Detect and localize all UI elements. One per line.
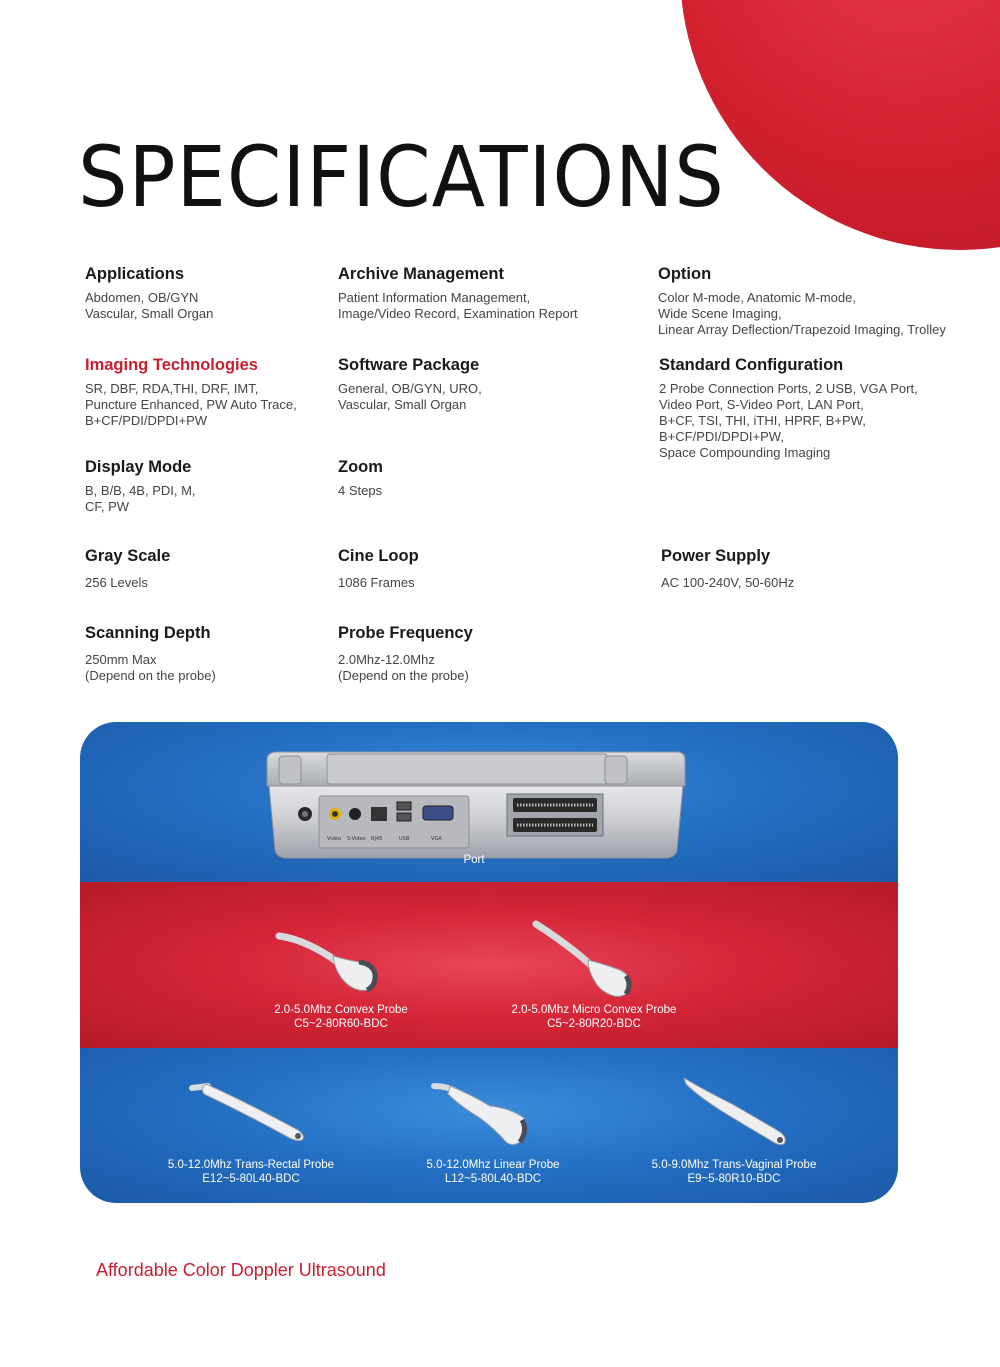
spec-heading: Zoom — [338, 458, 383, 476]
probe-model: C5~2-80R60-BDC — [294, 1018, 388, 1030]
spec-line: B+CF/PDI/DPDI+PW — [85, 413, 208, 428]
spec-line: 2.0Mhz-12.0Mhz — [338, 652, 435, 667]
spec-line: CF, PW — [85, 499, 130, 514]
probe-name: 2.0-5.0Mhz Micro Convex Probe — [511, 1004, 677, 1016]
spec-value — [658, 290, 958, 338]
spec-line: Abdomen, OB/GYN — [85, 290, 199, 305]
spec-line: (Depend on the probe) — [85, 668, 216, 683]
spec-probe-frequency — [338, 624, 638, 684]
spec-line: B, B/B, 4B, PDI, M, — [85, 483, 196, 498]
spec-heading: Option — [658, 265, 712, 283]
probe-caption — [231, 1003, 451, 1031]
spec-heading: Applications — [85, 265, 185, 283]
spec-line: 250mm Max — [85, 652, 157, 667]
spec-value — [338, 290, 638, 322]
ultrasound-device-rear-image — [265, 750, 687, 860]
probe-caption — [484, 1003, 704, 1031]
spec-line: 1086 Frames — [338, 575, 415, 590]
spec-heading: Scanning Depth — [85, 624, 211, 642]
linear-probe-image — [430, 1078, 540, 1158]
probe-name: 5.0-12.0Mhz Trans-Rectal Probe — [167, 1159, 335, 1171]
spec-line: SR, DBF, RDA,THI, DRF, IMT, — [85, 381, 259, 396]
port-sub-label: S-Video — [347, 836, 366, 842]
spec-value — [338, 652, 638, 684]
spec-zoom — [338, 458, 638, 499]
trans-vaginal-probe-image — [680, 1070, 800, 1150]
spec-line: Wide Scene Imaging, — [658, 306, 782, 321]
port-sub-label: Video — [327, 836, 342, 842]
probe-model: C5~2-80R20-BDC — [547, 1018, 641, 1030]
port-band — [80, 722, 898, 882]
spec-option — [658, 265, 958, 338]
spec-heading: Power Supply — [661, 547, 771, 565]
spec-cine-loop — [338, 547, 638, 591]
spec-line: Puncture Enhanced, PW Auto Trace, — [85, 397, 297, 412]
spec-line: Patient Information Management, — [338, 290, 531, 305]
spec-heading: Imaging Technologies — [85, 356, 258, 374]
spec-line: Vascular, Small Organ — [85, 306, 214, 321]
probe-model: E9~5-80R10-BDC — [687, 1173, 781, 1185]
spec-standard-configuration — [659, 356, 959, 461]
product-panel — [80, 722, 898, 1203]
spec-line: (Depend on the probe) — [338, 668, 469, 683]
spec-heading: Cine Loop — [338, 547, 419, 565]
spec-archive-management — [338, 265, 638, 322]
probe-caption — [141, 1158, 361, 1186]
trans-rectal-probe-image — [186, 1076, 316, 1146]
port-label: Port — [463, 854, 485, 866]
spec-value — [661, 575, 961, 591]
spec-heading: Probe Frequency — [338, 624, 473, 642]
probe-caption — [624, 1158, 844, 1186]
spec-heading: Gray Scale — [85, 547, 171, 565]
spec-heading: Software Package — [338, 356, 480, 374]
spec-line: B+CF, TSI, THI, iTHI, HPRF, B+PW, — [659, 413, 866, 428]
spec-line: AC 100-240V, 50-60Hz — [661, 575, 795, 590]
micro-convex-probe-image — [528, 918, 638, 1008]
probe-caption — [383, 1158, 603, 1186]
spec-line: 4 Steps — [338, 483, 383, 498]
decorative-red-circle — [680, 0, 1000, 250]
endocavity-probes-band — [80, 1048, 898, 1203]
spec-line: 256 Levels — [85, 575, 148, 590]
spec-line: Vascular, Small Organ — [338, 397, 467, 412]
convex-probes-band — [80, 882, 898, 1048]
probe-name: 2.0-5.0Mhz Convex Probe — [274, 1004, 408, 1016]
spec-value — [338, 381, 638, 413]
probe-name: 5.0-9.0Mhz Trans-Vaginal Probe — [651, 1159, 817, 1171]
probe-name: 5.0-12.0Mhz Linear Probe — [426, 1159, 560, 1171]
spec-line: Image/Video Record, Examination Report — [338, 306, 578, 321]
port-sub-label: VGA — [431, 836, 442, 842]
spec-value — [338, 575, 638, 591]
spec-power-supply — [661, 547, 961, 591]
spec-line: Video Port, S-Video Port, LAN Port, — [659, 397, 864, 412]
spec-line: B+CF/PDI/DPDI+PW, — [659, 429, 784, 444]
spec-line: Linear Array Deflection/Trapezoid Imaging, Trolley — [658, 322, 946, 337]
spec-heading: Standard Configuration — [659, 356, 844, 374]
spec-heading: Display Mode — [85, 458, 192, 476]
spec-line: 2 Probe Connection Ports, 2 USB, VGA Port, — [659, 381, 918, 396]
spec-line: Space Compounding Imaging — [659, 445, 831, 460]
spec-software-package — [338, 356, 638, 413]
spec-value — [659, 381, 959, 461]
spec-line: General, OB/GYN, URO, — [338, 381, 482, 396]
port-sub-label: RJ45 — [371, 836, 383, 842]
spec-value — [338, 483, 638, 499]
footer-tagline: Affordable Color Doppler Ultrasound — [96, 1260, 386, 1280]
page-title: SPECIFICATIONS — [78, 128, 725, 226]
spec-line: Color M-mode, Anatomic M-mode, — [658, 290, 856, 305]
convex-probe-image — [275, 920, 385, 1000]
spec-heading: Archive Management — [338, 265, 504, 283]
port-sub-label: USB — [399, 836, 410, 842]
probe-model: E12~5-80L40-BDC — [202, 1173, 300, 1185]
probe-model: L12~5-80L40-BDC — [444, 1173, 542, 1185]
